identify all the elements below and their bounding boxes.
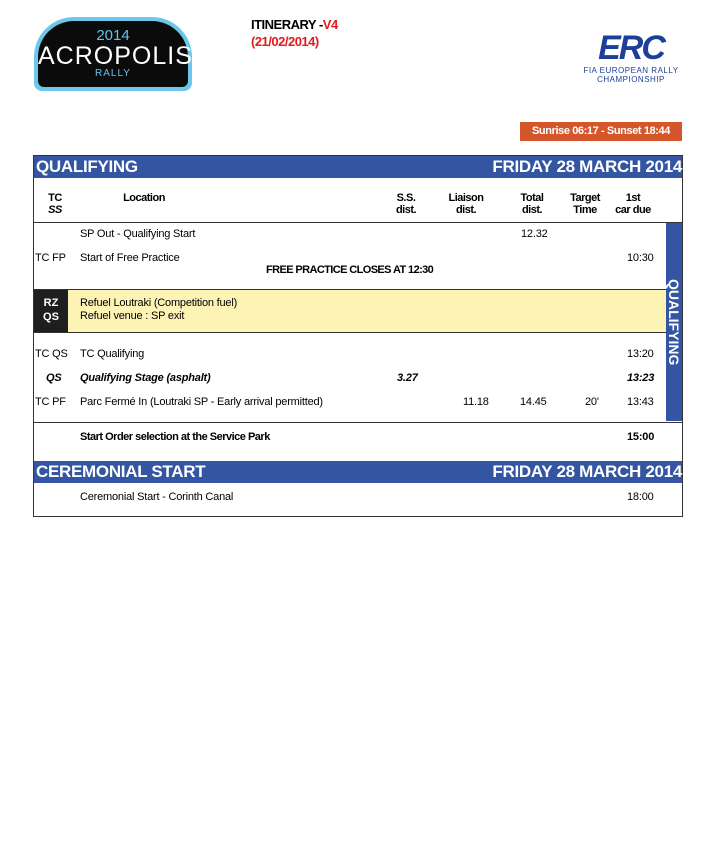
qualifying-header <box>34 156 682 178</box>
divider <box>34 422 682 423</box>
row-location: Qualifying Stage (asphalt) <box>80 372 211 384</box>
row-liaison: 11.18 <box>463 396 489 408</box>
title-text: ITINERARY - <box>251 17 323 32</box>
row-total: 12.32 <box>521 228 548 240</box>
row-location-2: Refuel venue : SP exit <box>80 310 185 322</box>
version: V4 <box>322 17 338 32</box>
erc-mark: ERC <box>598 29 664 67</box>
revision-date: (21/02/2014) <box>251 34 319 49</box>
logo-name: ACROPOLIS <box>38 42 193 70</box>
section-date: FRIDAY 28 MARCH 2014 <box>492 157 682 176</box>
acropolis-rally-logo <box>34 17 192 91</box>
row-due: 18:00 <box>627 491 654 503</box>
itinerary-table <box>33 155 683 517</box>
section-title: QUALIFYING <box>36 157 138 176</box>
row-target: 20' <box>585 396 599 408</box>
erc-line1: FIA EUROPEAN RALLY <box>583 66 679 75</box>
divider <box>34 222 682 223</box>
free-practice-note: FREE PRACTICE CLOSES AT 12:30 <box>266 264 434 276</box>
erc-logo <box>575 30 687 84</box>
col-ss-dist: S.S. dist. <box>395 192 417 216</box>
col-target: Target Time <box>570 192 600 216</box>
row-due: 13:20 <box>627 348 654 360</box>
row-location: SP Out - Qualifying Start <box>80 228 196 240</box>
logo-year: 2014 <box>96 27 130 44</box>
sunrise-sunset-badge: Sunrise 06:17 - Sunset 18:44 <box>520 122 682 141</box>
col-total: Total dist. <box>520 192 544 216</box>
row-tc: QS <box>46 372 62 384</box>
section-date: FRIDAY 28 MARCH 2014 <box>492 462 682 481</box>
row-location: Start Order selection at the Service Park <box>80 431 270 443</box>
row-due: 15:00 <box>627 431 655 443</box>
row-tc: TC QS <box>35 348 68 360</box>
row-location: TC Qualifying <box>80 348 145 360</box>
row-location: Parc Fermé In (Loutraki SP - Early arrival permitted) <box>80 396 323 408</box>
logo-sub: RALLY <box>95 68 131 79</box>
refuel-code: RZ QS <box>34 290 68 332</box>
row-tc: TC PF <box>35 396 66 408</box>
col-tc: TC SS <box>48 192 62 216</box>
col-liaison: Liaison dist. <box>448 192 484 216</box>
section-title: CEREMONIAL START <box>36 462 206 481</box>
row-due: 13:23 <box>627 372 655 384</box>
row-due: 13:43 <box>627 396 654 408</box>
itinerary-title <box>251 16 338 50</box>
row-location: Refuel Loutraki (Competition fuel) <box>80 297 238 309</box>
row-ss-dist: 3.27 <box>397 372 418 384</box>
row-location: Start of Free Practice <box>80 252 180 264</box>
erc-line2: CHAMPIONSHIP <box>597 75 665 84</box>
ceremonial-header <box>34 461 682 483</box>
row-total: 14.45 <box>520 396 547 408</box>
refuel-row <box>34 289 666 333</box>
row-due: 10:30 <box>627 252 654 264</box>
col-first-car: 1st car due <box>615 192 651 216</box>
row-tc: TC FP <box>35 252 66 264</box>
qualifying-side-label: QUALIFYING <box>666 223 682 421</box>
row-location: Ceremonial Start - Corinth Canal <box>80 491 234 503</box>
col-location: Location <box>123 192 165 204</box>
